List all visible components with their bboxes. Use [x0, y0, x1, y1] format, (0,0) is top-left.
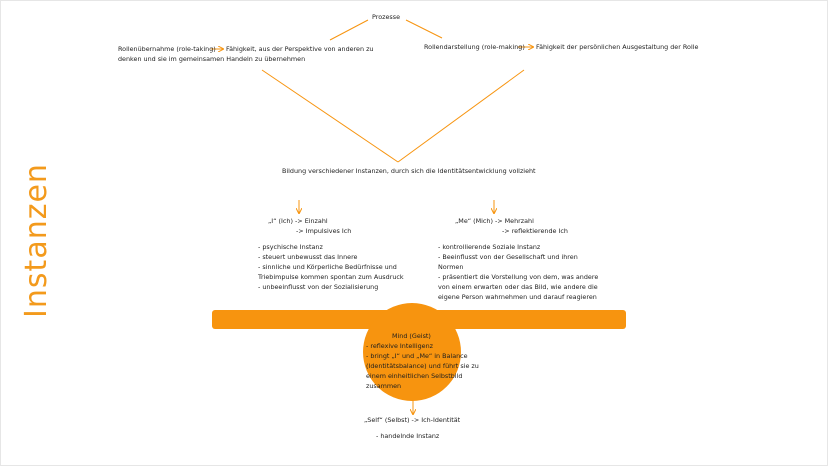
i-sub: -> Impulsives Ich [296, 227, 352, 235]
list-item: Triebimpulse kommen spontan zum Ausdruck [258, 273, 404, 281]
list-item: - reflexive Intelligenz [366, 342, 433, 350]
list-item: zusammen [366, 382, 402, 390]
list-item: - psychische Instanz [258, 243, 323, 251]
role-taking-def-2: denken und sie im gemeinsamen Handeln zu übernehmen [118, 55, 306, 63]
me-list [438, 242, 598, 302]
list-item: eigene Person wahrnehmen und darauf reagieren [438, 293, 597, 301]
list-item: von einem erwarten oder das Bild, wie andere die [438, 283, 598, 291]
list-item: - kontrollierende Soziale Instanz [438, 243, 541, 251]
line-v-left [262, 70, 398, 162]
list-item: - steuert unbewusst das Innere [258, 253, 358, 261]
me-sub: -> reflektierende Ich [502, 227, 568, 235]
list-item: - sinnliche und Körperliche Bedürfnisse und [258, 263, 397, 271]
mind-title: Mind (Geist) [392, 332, 431, 340]
i-list [258, 242, 404, 292]
i-head: „I“ (Ich) -> Einzahl [268, 217, 328, 225]
list-item: - bringt „I“ und „Me“ in Balance [366, 352, 468, 360]
list-item: - unbeeinflusst von der Sozialisierung [258, 283, 379, 291]
me-head: „Me“ (Mich) -> Mehrzahl [455, 217, 534, 225]
list-item: - Beeinflusst von der Gesellschaft und ihren [438, 253, 578, 261]
role-taking-def-1: Fähigkeit, aus der Perspektive von anderen zu [226, 45, 374, 53]
line-v-right [398, 70, 524, 162]
self-head: „Self“ (Selbst) -> Ich-Identität [364, 416, 461, 424]
role-taking-term: Rollenübernahme (role-taking) [118, 45, 216, 53]
role-making-term: Rollendarstellung (role-making) [424, 43, 525, 51]
prozesse-label: Prozesse [372, 13, 401, 21]
list-item: einem einheitlichen Selbstbild [366, 372, 463, 380]
self-sub: - handelnde Instanz [376, 432, 440, 440]
list-item: Normen [438, 263, 464, 271]
list-item: - präsentiert die Vorstellung von dem, was andere [438, 273, 599, 281]
role-making-def: Fähigkeit der persönlichen Ausgestaltung der Rolle [536, 43, 699, 51]
list-item: (Identitätsbalance) und führt sie zu [366, 362, 479, 370]
line-prozesse-left [330, 20, 368, 40]
mind-list [366, 341, 479, 391]
line-prozesse-right [406, 20, 442, 38]
side-title: Instanzen [18, 162, 54, 318]
bildung-text: Bildung verschiedener Instanzen, durch sich die Identitätsentwicklung vollzieht [282, 167, 536, 175]
